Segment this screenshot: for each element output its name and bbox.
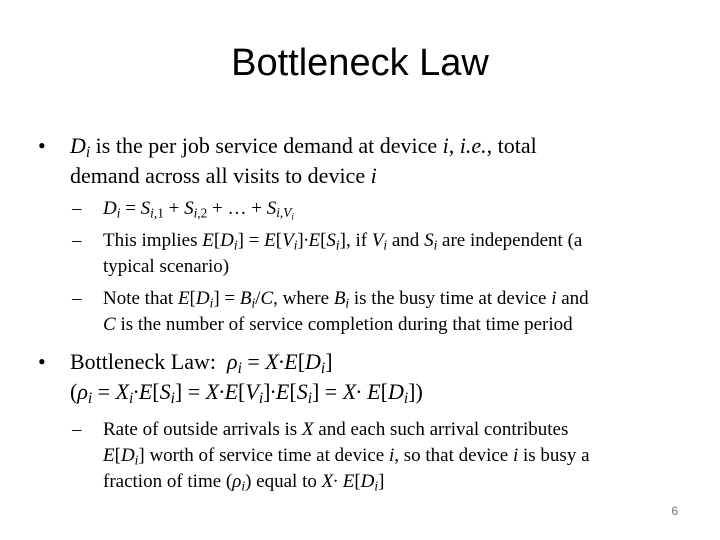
sub-bullet-marker: – bbox=[72, 419, 82, 440]
bullet-marker: • bbox=[38, 349, 46, 374]
bullet-1: $D_i$ is the per job service demand at device i, i.e., total demand across all visits to device i bbox=[70, 133, 537, 188]
sub-bullet-4: Rate of outside arrivals is X and each such arrival contributes $E[D_i]$ worth of service time at device i, so that device i is busy a fraction of time $(\rho_i)$ equal to $X\cdot E[D_i]$ bbox=[103, 419, 590, 494]
sub-bullet-marker: – bbox=[72, 230, 82, 251]
bullet-2: Bottleneck Law: $\rho_i = X\cdot E[D_i]$ $(\rho_i = X_i\cdot E[S_i] = X\cdot E[V_i]\cdot E[S_i] = X\cdot E[D_i])$ bbox=[70, 349, 423, 407]
slide-title: Bottleneck Law bbox=[231, 42, 489, 84]
bullet-marker: • bbox=[38, 133, 46, 158]
sub-bullet-3: Note that $E[D_i] = B_i/C$, where $B_i$ is the busy time at device i and C is the number of service completion during that time period bbox=[103, 288, 589, 335]
page-number: 6 bbox=[671, 504, 678, 518]
sub-bullet-marker: – bbox=[72, 198, 82, 219]
sub-bullet-2: This implies $E[D_i] = E[V_i]\cdot E[S_i]$, if $V_i$ and $S_i$ are independent (a typical scenario) bbox=[103, 230, 583, 277]
sub-bullet-1: $D_i = S_{i,1} + S_{i,2}$ + … + $S_{i,V_i}$ bbox=[103, 198, 294, 223]
sub-bullet-marker: – bbox=[72, 288, 82, 309]
